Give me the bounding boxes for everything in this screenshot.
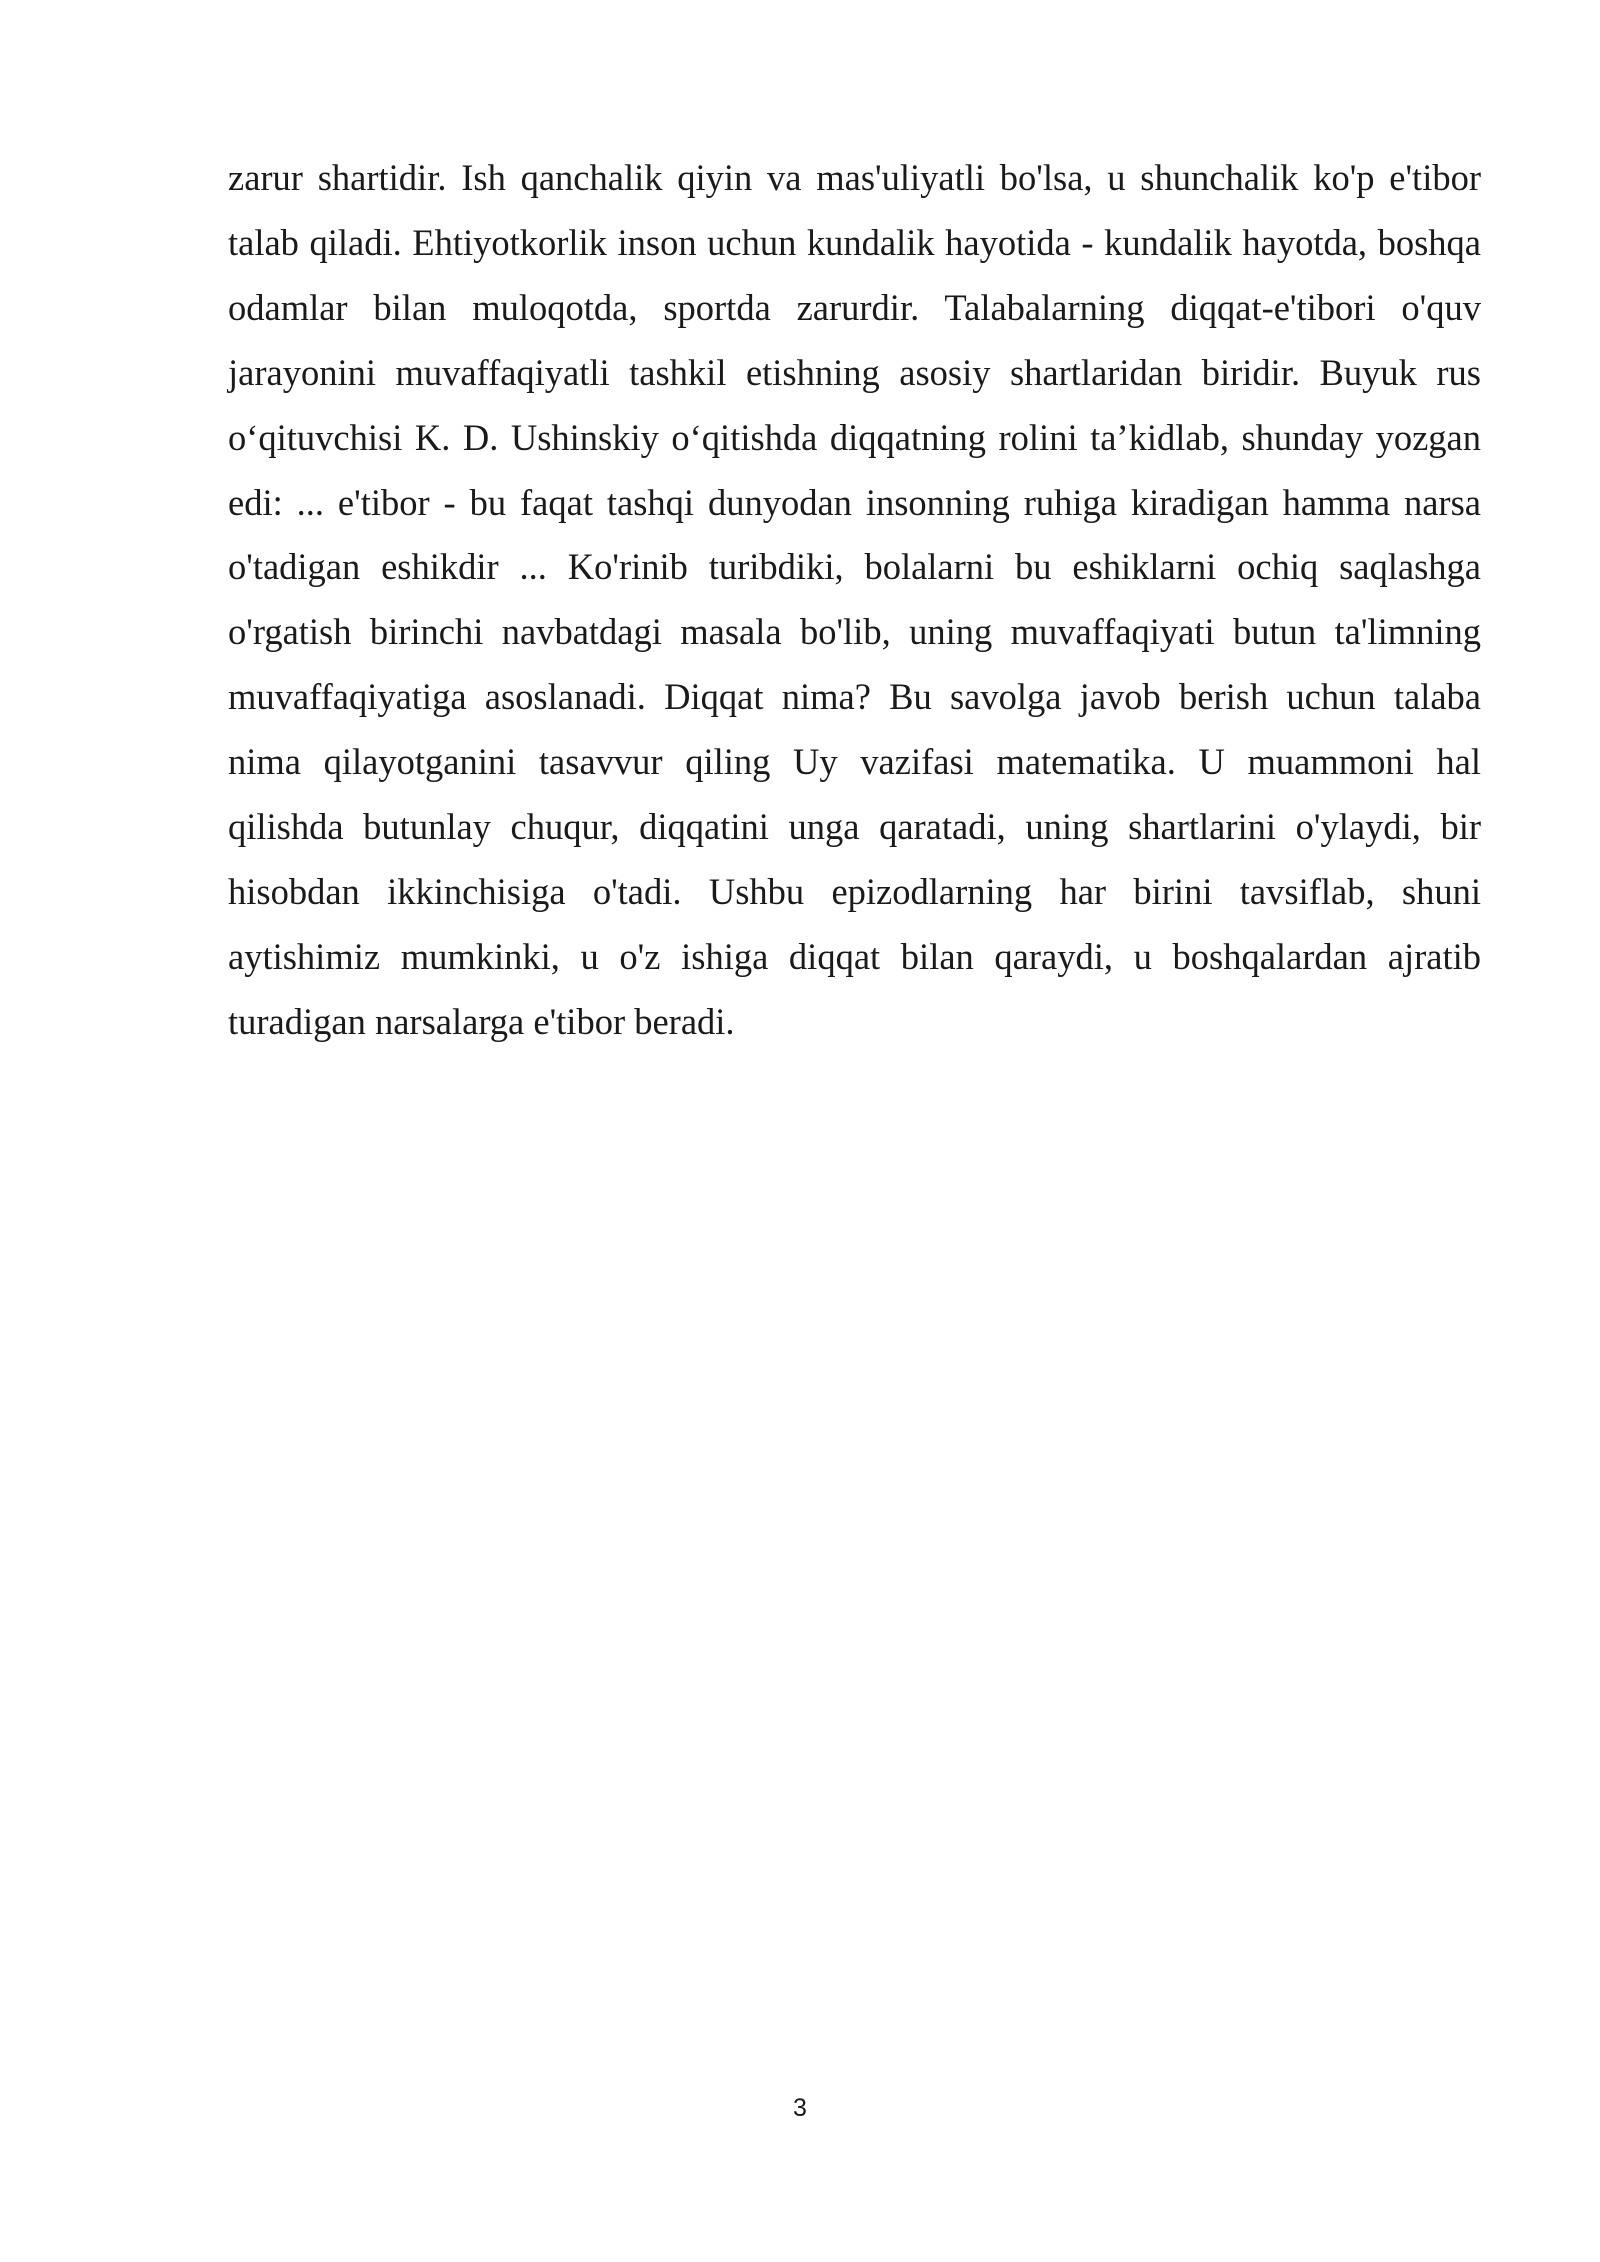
page-number: 3 xyxy=(793,2094,807,2122)
body-paragraph: zarur shartidir. Ish qanchalik qiyin va mas'uliyatli bo'lsa, u shunchalik ko'p e'tibor talab qiladi. Ehtiyotkorlik inson uchun kundalik hayotida - kundalik hayotda, boshqa odamlar bilan muloqotda, sportda zarurdir. Talabalarning diqqat-e'tibori o'quv jarayonini muvaffaqiyatli tashkil etishning asosiy shartlaridan biridir. Buyuk rus o‘qituvchisi K. D. Ushinskiy o‘qitishda diqqatning rolini ta’kidlab, shunday yozgan edi: ... e'tibor - bu faqat tashqi dunyodan insonning ruhiga kiradigan hamma narsa o'tadigan eshikdir ... Ko'rinib turibdiki, bolalarni bu eshiklarni ochiq saqlashga o'rgatish birinchi navbatdagi masala bo'lib, uning muvaffaqiyati butun ta'limning muvaffaqiyatiga asoslanadi. Diqqat nima? Bu savolga javob berish uchun talaba nima qilayotganini tasavvur qiling Uy vazifasi matematika. U muammoni hal qilishda butunlay chuqur, diqqatini unga qaratadi, uning shartlarini o'ylaydi, bir hisobdan ikkinchisiga o'tadi. Ushbu epizodlarning har birini tavsiflab, shuni aytishimiz mumkinki, u o'z ishiga diqqat bilan qaraydi, u boshqalardan ajratib turadigan narsalarga e'tibor beradi. xyxy=(228,157,1481,1042)
